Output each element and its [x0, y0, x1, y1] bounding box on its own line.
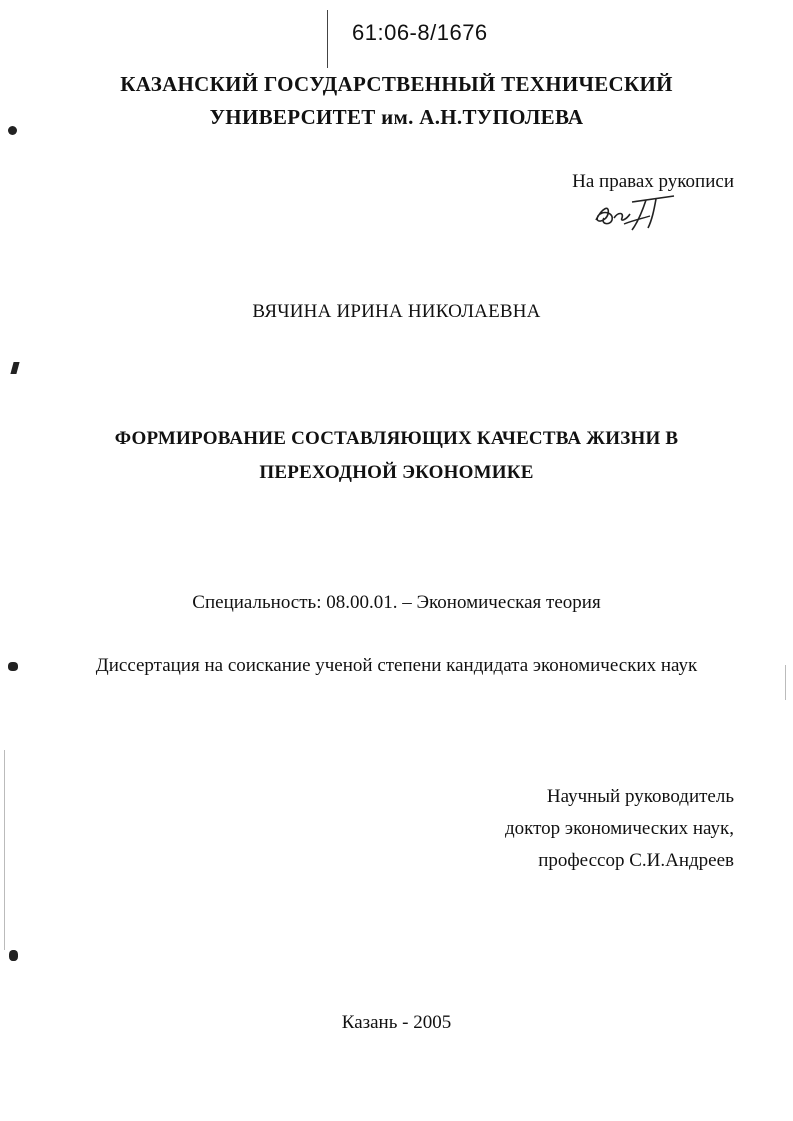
city-year: Казань - 2005 [341, 1012, 452, 1033]
author-name: ВЯЧИНА ИРИНА НИКОЛАЕВНА [252, 301, 541, 322]
rights-note: На правах рукописи [572, 171, 734, 192]
supervisor-role: Научный руководитель [546, 786, 734, 807]
scan-artifact-mark [8, 126, 17, 135]
scan-edge-line [4, 750, 5, 950]
dissertation-title-line2: ПЕРЕХОДНОЙ ЭКОНОМИКЕ [259, 462, 534, 483]
handwritten-signature-icon [588, 190, 688, 232]
catalog-divider-line [327, 10, 328, 68]
scan-artifact-mark [9, 950, 18, 961]
specialty-line: Специальность: 08.00.01. – Экономическая теория [192, 592, 601, 613]
dissertation-description: Диссертация на соискание ученой степени кандидата экономических наук [95, 655, 698, 676]
supervisor-name: профессор С.И.Андреев [538, 850, 734, 871]
dissertation-title-line1: ФОРМИРОВАНИЕ СОСТАВЛЯЮЩИХ КАЧЕСТВА ЖИЗНИ В [114, 428, 679, 449]
scan-artifact-mark [10, 362, 19, 374]
scan-edge-line [785, 665, 786, 700]
university-name-line1: КАЗАНСКИЙ ГОСУДАРСТВЕННЫЙ ТЕХНИЧЕСКИЙ [120, 72, 673, 96]
university-name-line2: УНИВЕРСИТЕТ им. А.Н.ТУПОЛЕВА [209, 105, 584, 129]
scan-artifact-mark [8, 662, 18, 671]
supervisor-degree: доктор экономических наук, [504, 818, 734, 839]
catalog-code: 61:06-8/1676 [352, 20, 488, 45]
